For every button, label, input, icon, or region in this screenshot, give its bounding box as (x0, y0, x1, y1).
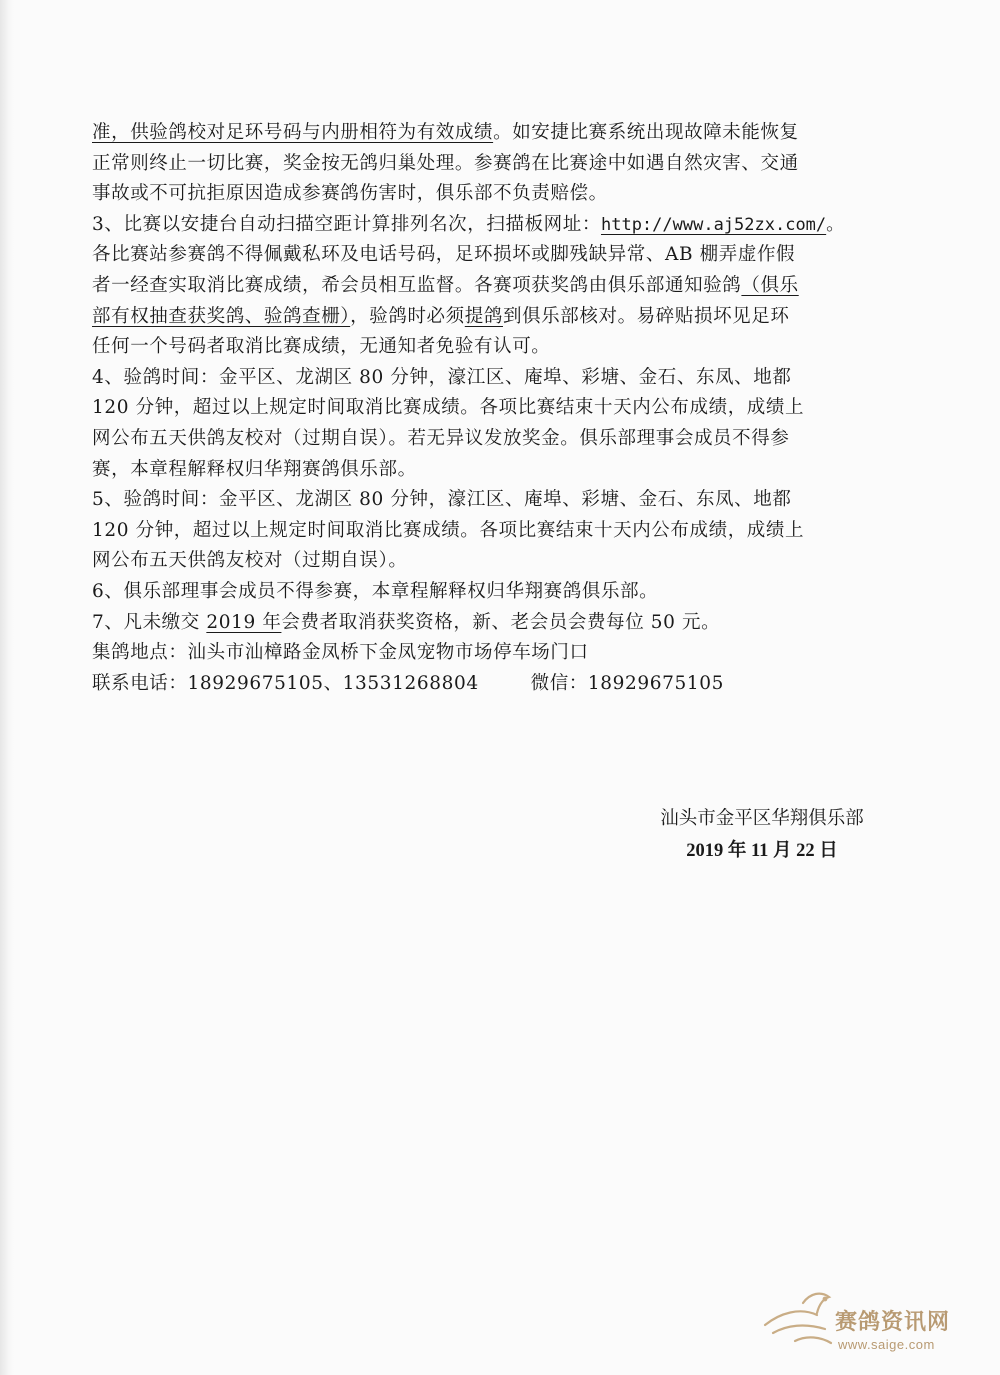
rule-5-line-2: 120 分钟，超过以上规定时间取消比赛成绩。各项比赛结束十天内公布成绩，成绩上 (92, 519, 805, 541)
collection-location: 集鸽地点：汕头市汕樟路金凤桥下金凤宠物市场停车场门口 (92, 642, 589, 664)
underlined-phrase: 部有权抽查获奖鸽、验鸽查栅） (92, 305, 351, 327)
underlined-phrase: 提鸽 (464, 305, 503, 327)
rule-3-line-3: 者一经查实取消比赛成绩，希会员相互监督。各赛项获奖鸽由俱乐部通知验鸽（俱乐 (92, 274, 799, 296)
scan-edge-shadow (0, 0, 14, 1375)
rules-body (92, 118, 952, 699)
rule-7-line: 7、凡未缴交 2019 年会费者取消获奖资格，新、老会员会费每位 50 元。 (92, 611, 721, 633)
contact-info: 联系电话：18929675105、13531268804 微信：18929675105 (92, 672, 724, 694)
rule-3-line-4: 部有权抽查获奖鸽、验鸽查栅），验鸽时必须提鸽到俱乐部核对。易碎贴损坏见足环 (92, 305, 790, 327)
watermark-name: 赛鸽资讯网 (835, 1310, 951, 1335)
rule-5-line-1: 5、验鸽时间：金平区、龙湖区 80 分钟，濠江区、庵埠、彩塘、金石、东凤、地都 (92, 489, 792, 511)
underlined-phrase: （俱乐 (741, 274, 799, 296)
signature-date: 2019 年 11 月 22 日 (686, 841, 838, 861)
underlined-phrase: 2019 年 (206, 611, 282, 633)
rule-3-line-2: 各比赛站参赛鸽不得佩戴私环及电话号码，足环损坏或脚残缺异常、AB 棚弄虚作假 (92, 244, 796, 266)
rule-4-line-1: 4、验鸽时间：金平区、龙湖区 80 分钟，濠江区、庵埠、彩塘、金石、东凤、地都 (92, 366, 792, 388)
scan-board-url: http://www.aj52zx.com/ (600, 214, 827, 235)
rule-4-line-2: 120 分钟，超过以上规定时间取消比赛成绩。各项比赛结束十天内公布成绩，成绩上 (92, 397, 805, 419)
rule-3-line-5: 任何一个号码者取消比赛成绩，无通知者免验有认可。 (92, 336, 551, 358)
body-line-1: 准，供验鸽校对足环号码与内册相符为有效成绩。如安捷比赛系统出现故障未能恢复 (92, 122, 799, 143)
body-line-2: 正常则终止一切比赛，奖金按无鸽归巢处理。参赛鸽在比赛途中如遇自然灾害、交通 (92, 152, 799, 174)
body-line-3: 事故或不可抗拒原因造成参赛鸽伤害时，俱乐部不负责赔偿。 (92, 183, 608, 205)
rule-4-line-3: 网公布五天供鸽友校对（过期自误）。若无异议发放奖金。俱乐部理事会成员不得参 (92, 427, 790, 449)
signature-org: 汕头市金平区华翔俱乐部 (660, 808, 864, 829)
rule-3-line-1: 3、比赛以安捷台自动扫描空距计算排列名次，扫描板网址：http://www.aj52zx.com/。 (92, 213, 846, 235)
signature-block (636, 803, 888, 867)
rule-6-line: 6、俱乐部理事会成员不得参赛，本章程解释权归华翔赛鸽俱乐部。 (92, 580, 659, 602)
rule-4-line-4: 赛，本章程解释权归华翔赛鸽俱乐部。 (92, 458, 417, 480)
underlined-phrase: 准，供验鸽校对足环号码与内册相符为有效成绩 (92, 122, 494, 143)
watermark-url: www.saige.com (838, 1337, 935, 1352)
rule-5-line-3: 网公布五天供鸽友校对（过期自误）。 (92, 550, 408, 572)
